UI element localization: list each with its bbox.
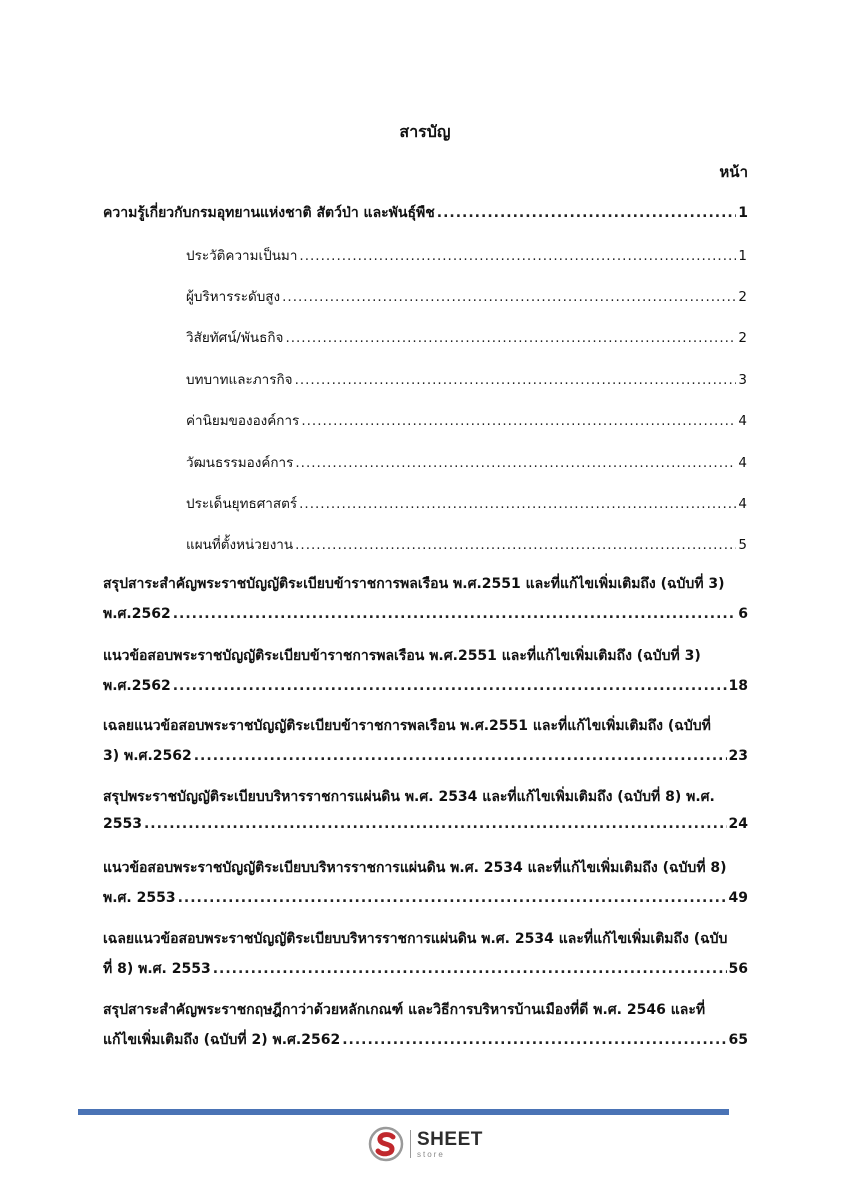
- page-column-header: หน้า: [719, 163, 748, 181]
- toc-entry-page: 4: [738, 455, 747, 471]
- leader-dots: [213, 961, 727, 977]
- toc-entry[interactable]: [103, 745, 748, 767]
- toc-entry-page: 18: [728, 678, 748, 694]
- toc-entry[interactable]: [103, 202, 748, 224]
- toc-entry-line1[interactable]: แนวข้อสอบพระราชบัญญัติระเบียบข้าราชการพลเรือน พ.ศ.2551 และที่แก้ไขเพิ่มเติมถึง (ฉบับที่ 3): [103, 648, 701, 664]
- toc-subentry[interactable]: [186, 326, 747, 348]
- leader-dots: [285, 330, 736, 346]
- toc-entry-page: 1: [738, 205, 748, 221]
- toc-subentry[interactable]: [186, 533, 747, 555]
- toc-entry-page: 4: [738, 496, 747, 512]
- leader-dots: [194, 748, 727, 764]
- leader-dots: [144, 816, 727, 832]
- leader-dots: [173, 678, 727, 694]
- toc-entry-page: 6: [738, 606, 748, 622]
- toc-entry-label: พ.ศ. 2553: [103, 890, 176, 906]
- toc-subentry[interactable]: [186, 368, 747, 390]
- toc-entry[interactable]: [103, 958, 748, 980]
- toc-entry[interactable]: [103, 603, 748, 625]
- toc-entry-line1[interactable]: สรุปสาระสำคัญพระราชกฤษฎีกาว่าด้วยหลักเกณฑ์ และวิธีการบริหารบ้านเมืองที่ดี พ.ศ. 2546 และที่: [103, 1002, 706, 1018]
- toc-subentry[interactable]: [186, 244, 747, 266]
- toc-entry-label: แผนที่ตั้งหน่วยงาน: [186, 537, 294, 553]
- toc-entry-label: แก้ไขเพิ่มเติมถึง (ฉบับที่ 2) พ.ศ.2562: [103, 1032, 341, 1048]
- toc-entry-label: วิสัยทัศน์/พันธกิจ: [186, 330, 284, 346]
- toc-entry-page: 1: [738, 248, 747, 264]
- toc-entry-label: ที่ 8) พ.ศ. 2553: [103, 961, 211, 977]
- leader-dots: [295, 372, 737, 388]
- leader-dots: [301, 413, 736, 429]
- toc-subentry[interactable]: [186, 451, 747, 473]
- toc-subentry[interactable]: [186, 492, 747, 514]
- toc-entry-page: 24: [728, 816, 748, 832]
- toc-entry-page: 56: [728, 961, 748, 977]
- toc-entry-page: 3: [738, 372, 747, 388]
- toc-entry-label: 2553: [103, 816, 142, 832]
- toc-entry-line1[interactable]: เฉลยแนวข้อสอบพระราชบัญญัติระเบียบข้าราชการพลเรือน พ.ศ.2551 และที่แก้ไขเพิ่มเติมถึง (ฉบับที่: [103, 718, 711, 734]
- toc-entry-page: 4: [738, 413, 747, 429]
- leader-dots: [437, 205, 736, 221]
- toc-entry-page: 2: [738, 289, 747, 305]
- logo-wordmark: [417, 1130, 483, 1159]
- toc-entry-line1[interactable]: สรุปสาระสำคัญพระราชบัญญัติระเบียบข้าราชการพลเรือน พ.ศ.2551 และที่แก้ไขเพิ่มเติมถึง (ฉบับที่ 3): [103, 576, 725, 592]
- leader-dots: [178, 890, 727, 906]
- toc-entry-line1[interactable]: เฉลยแนวข้อสอบพระราชบัญญัติระเบียบบริหารราชการแผ่นดิน พ.ศ. 2534 และที่แก้ไขเพิ่มเติมถึง (ฉบับ: [103, 931, 728, 947]
- logo-brand-sub: store: [417, 1149, 445, 1159]
- toc-entry-label: พ.ศ.2562: [103, 606, 171, 622]
- leader-dots: [295, 537, 736, 553]
- leader-dots: [173, 606, 737, 622]
- leader-dots: [299, 248, 736, 264]
- toc-entry[interactable]: [103, 675, 748, 697]
- toc-subentry[interactable]: [186, 409, 747, 431]
- toc-entry-label: 3) พ.ศ.2562: [103, 748, 192, 764]
- toc-entry-label: ประเด็นยุทธศาสตร์: [186, 496, 298, 512]
- toc-entry-label: ประวัติความเป็นมา: [186, 248, 298, 264]
- toc-entry[interactable]: [103, 816, 748, 832]
- toc-subentry[interactable]: [186, 285, 747, 307]
- leader-dots: [342, 1032, 726, 1048]
- page-title: สารบัญ: [399, 122, 451, 141]
- toc-entry-label: ความรู้เกี่ยวกับกรมอุทยานแห่งชาติ สัตว์ป่า และพันธุ์พืช: [103, 205, 435, 221]
- toc-entry-line1[interactable]: แนวข้อสอบพระราชบัญญัติระเบียบบริหารราชการแผ่นดิน พ.ศ. 2534 และที่แก้ไขเพิ่มเติมถึง (ฉบับที่ 8): [103, 860, 727, 876]
- leader-dots: [282, 289, 736, 305]
- logo-brand: SHEET: [417, 1128, 483, 1150]
- toc-entry-line1[interactable]: สรุปพระราชบัญญัติระเบียบบริหารราชการแผ่นดิน พ.ศ. 2534 และที่แก้ไขเพิ่มเติมถึง (ฉบับที่ 8) พ.ศ.: [103, 789, 715, 805]
- toc-entry-label: วัฒนธรรมองค์การ: [186, 455, 294, 471]
- toc-entry-label: ผู้บริหารระดับสูง: [186, 289, 281, 305]
- toc-entry-page: 49: [728, 890, 748, 906]
- toc-entry-label: ค่านิยมขององค์การ: [186, 413, 300, 429]
- toc-entry-page: 2: [738, 330, 747, 346]
- logo-separator: [410, 1130, 411, 1158]
- toc-entry-page: 5: [738, 537, 747, 553]
- toc-entry-page: 65: [728, 1032, 748, 1048]
- toc-entry[interactable]: [103, 887, 748, 909]
- toc-entry-label: พ.ศ.2562: [103, 678, 171, 694]
- leader-dots: [299, 496, 736, 512]
- toc-entry[interactable]: [103, 1029, 748, 1051]
- leader-dots: [295, 455, 736, 471]
- footer-rule: [78, 1109, 729, 1115]
- toc-entry-label: บทบาทและภารกิจ: [186, 372, 293, 388]
- toc-entry-page: 23: [728, 748, 748, 764]
- s-logo-icon: [368, 1126, 404, 1162]
- sheet-store-logo: [368, 1125, 488, 1163]
